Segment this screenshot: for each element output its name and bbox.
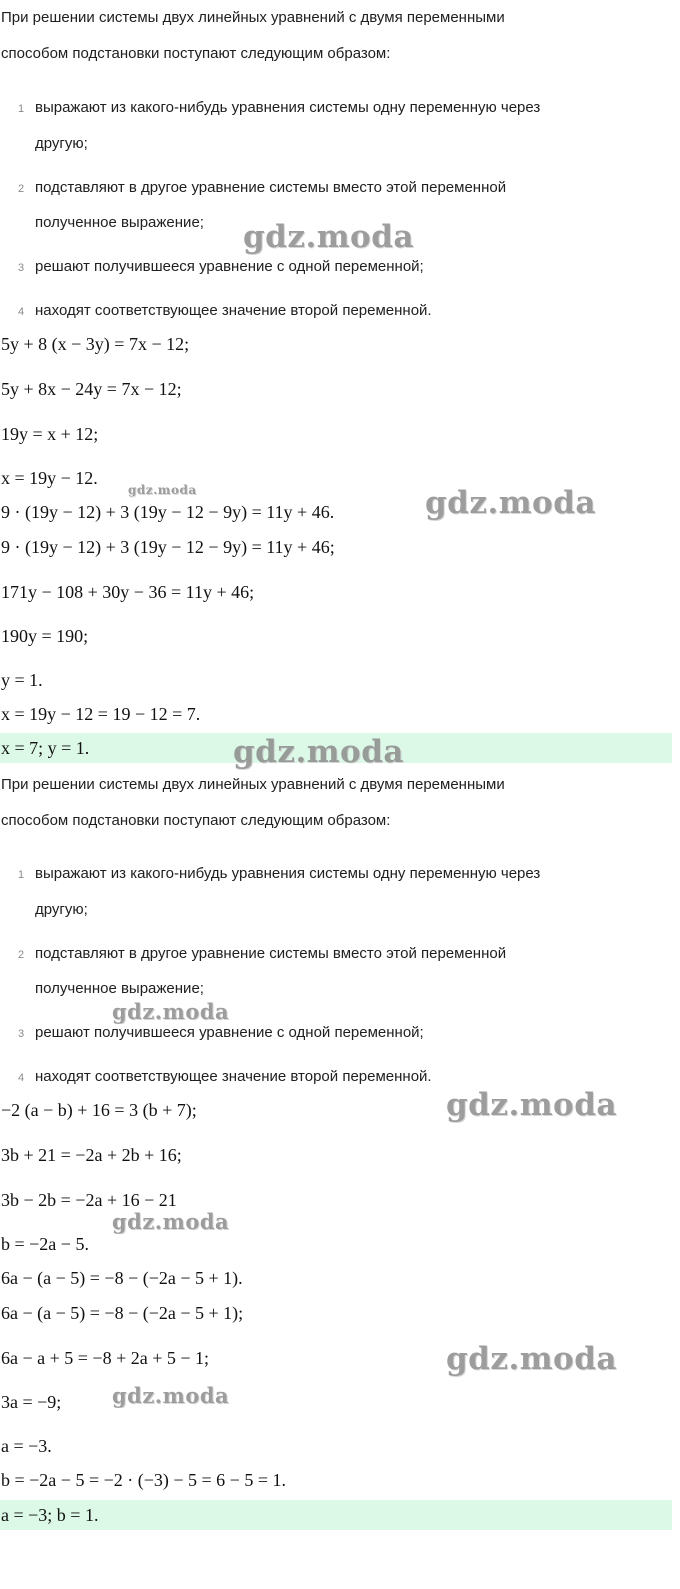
- intro-line: При решении системы двух линейных уравнений с двумя переменными: [1, 776, 505, 793]
- step-text: находят соответствующее значение второй переменной.: [35, 1068, 432, 1085]
- step-text: решают получившееся уравнение с одной переменной;: [35, 258, 424, 275]
- equation: b = −2a − 5 = −2 · (−3) − 5 = 6 − 5 = 1.: [1, 1470, 286, 1490]
- equation: 3b + 21 = −2a + 2b + 16;: [1, 1145, 182, 1165]
- step-number: 4: [17, 306, 25, 318]
- watermark: gdz.moda: [112, 1383, 230, 1408]
- equation: 3a = −9;: [1, 1392, 62, 1412]
- step-text: решают получившееся уравнение с одной переменной;: [35, 1024, 424, 1041]
- intro-line: способом подстановки поступают следующим образом:: [1, 812, 391, 829]
- step-number: 1: [17, 869, 25, 881]
- equation: 5y + 8x − 24y = 7x − 12;: [1, 379, 182, 399]
- watermark: gdz.moda: [112, 1209, 230, 1234]
- step-text: подставляют в другое уравнение системы вместо этой переменной: [35, 179, 507, 196]
- watermark: gdz.moda: [112, 999, 230, 1024]
- step-number: 3: [17, 262, 25, 274]
- equation: y = 1.: [1, 670, 43, 690]
- step-text: подставляют в другое уравнение системы вместо этой переменной: [35, 945, 507, 962]
- intro-line: При решении системы двух линейных уравнений с двумя переменными: [1, 9, 505, 26]
- answer: a = −3; b = 1.: [1, 1505, 99, 1525]
- equation: 5y + 8 (x − 3y) = 7x − 12;: [1, 334, 190, 354]
- step-text: другую;: [35, 135, 88, 152]
- watermark: gdz.moda: [243, 219, 414, 255]
- equation: 6a − (a − 5) = −8 − (−2a − 5 + 1);: [1, 1303, 244, 1323]
- equation: 19y = x + 12;: [1, 424, 99, 444]
- intro-line: способом подстановки поступают следующим образом:: [1, 45, 391, 62]
- answer-highlight: [0, 1500, 672, 1530]
- watermark: gdz.moda: [425, 485, 596, 521]
- equation: x = 19y − 12 = 19 − 12 = 7.: [1, 704, 201, 724]
- equation: 6a − a + 5 = −8 + 2a + 5 − 1;: [1, 1348, 210, 1368]
- step-number: 2: [17, 949, 25, 961]
- equation: 9 · (19y − 12) + 3 (19y − 12 − 9y) = 11y + 46.: [1, 502, 335, 522]
- step-number: 3: [17, 1028, 25, 1040]
- watermark: gdz.moda: [128, 483, 197, 497]
- equation: 171y − 108 + 30y − 36 = 11y + 46;: [1, 582, 255, 602]
- answer: x = 7; y = 1.: [1, 738, 90, 758]
- equation: 9 · (19y − 12) + 3 (19y − 12 − 9y) = 11y + 46;: [1, 537, 335, 557]
- equation: 190y = 190;: [1, 626, 89, 646]
- step-number: 2: [17, 183, 25, 195]
- equation: b = −2a − 5.: [1, 1234, 89, 1254]
- step-number: 4: [17, 1072, 25, 1084]
- watermark: gdz.moda: [446, 1087, 617, 1123]
- step-text: другую;: [35, 901, 88, 918]
- watermark: gdz.moda: [446, 1341, 617, 1377]
- step-text: полученное выражение;: [35, 214, 204, 231]
- equation: 6a − (a − 5) = −8 − (−2a − 5 + 1).: [1, 1268, 243, 1288]
- step-text: выражают из какого-нибудь уравнения системы одну переменную через: [35, 865, 541, 882]
- equation: 3b − 2b = −2a + 16 − 21: [1, 1190, 177, 1210]
- equation: a = −3.: [1, 1436, 52, 1456]
- step-text: находят соответствующее значение второй переменной.: [35, 302, 432, 319]
- step-text: выражают из какого-нибудь уравнения системы одну переменную через: [35, 99, 541, 116]
- equation: −2 (a − b) + 16 = 3 (b + 7);: [1, 1100, 197, 1120]
- equation: x = 19y − 12.: [1, 468, 98, 488]
- step-number: 1: [17, 103, 25, 115]
- step-text: полученное выражение;: [35, 980, 204, 997]
- watermark: gdz.moda: [233, 734, 404, 770]
